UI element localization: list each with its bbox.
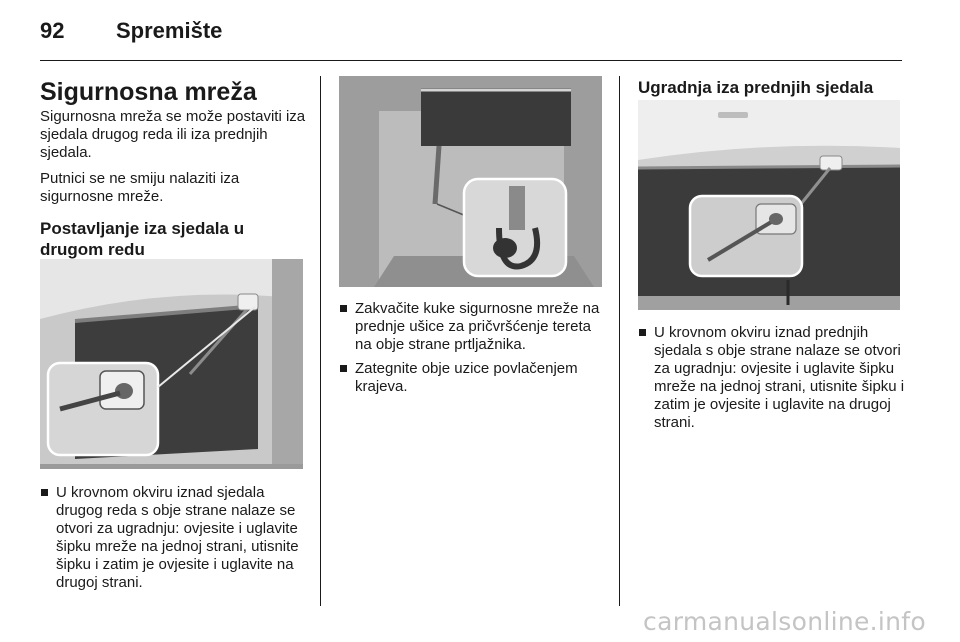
bullet-square (340, 365, 347, 372)
bullet-text: Zakvačite kuke sigurnosne mreže na prednje ušice za pričvršćenje tereta na obje strane prtljažnika. (355, 300, 600, 353)
bullet-square (340, 305, 347, 312)
middle-bullet-block (339, 300, 605, 396)
subheading-second-row: Postavljanje iza sjedala u drugom redu (40, 219, 245, 259)
list-item (638, 324, 906, 432)
bullet-text: U krovnom okviru iznad prednjih sjedala s obje strane nalaze se otvori za ugradnju: ovjesite i uglavite šipku mreže na jednoj strani, utisnite šipku i zatim je ovjesite i uglavite na drugoj strani. (654, 324, 905, 431)
header-divider (40, 60, 902, 61)
page-heading: Sigurnosna mreža (40, 78, 257, 106)
list-item (40, 484, 306, 592)
right-bullet-block (638, 324, 906, 432)
figure-front-seats-installation (638, 100, 900, 310)
intro-paragraph: Sigurnosna mreža se može postaviti iza sjedala drugog reda ili iza prednjih sjedala. (40, 108, 306, 161)
left-bullet-block (40, 484, 306, 592)
right-heading-block (638, 77, 906, 98)
bullet-square (41, 489, 48, 496)
section-title: Spremište (116, 18, 223, 43)
subheading-front-seats: Ugradnja iza prednjih sjedala (638, 78, 874, 97)
figure-hook-attachment (339, 76, 602, 287)
bullet-text: U krovnom okviru iznad sjedala drugog reda s obje strane nalaze se otvori za ugradnju: ovjesite i uglavite šipku mreže na jednoj strani, utisnite šipku i zatim je ovjesite i uglavite na drugoj strani. (56, 484, 299, 591)
column-divider-2 (619, 76, 620, 606)
page-number: 92 (40, 18, 65, 43)
watermark-text: carmanualsonline.info (643, 607, 926, 636)
bullet-square (639, 329, 646, 336)
note-paragraph: Putnici se ne smiju nalaziti iza sigurnosne mreže. (40, 170, 240, 205)
figure-second-row-installation (40, 259, 303, 469)
left-column (40, 78, 306, 260)
bullet-text: Zategnite obje uzice povlačenjem krajeva. (355, 360, 578, 395)
column-divider-1 (320, 76, 321, 606)
list-item (339, 300, 605, 354)
list-item (339, 360, 605, 396)
